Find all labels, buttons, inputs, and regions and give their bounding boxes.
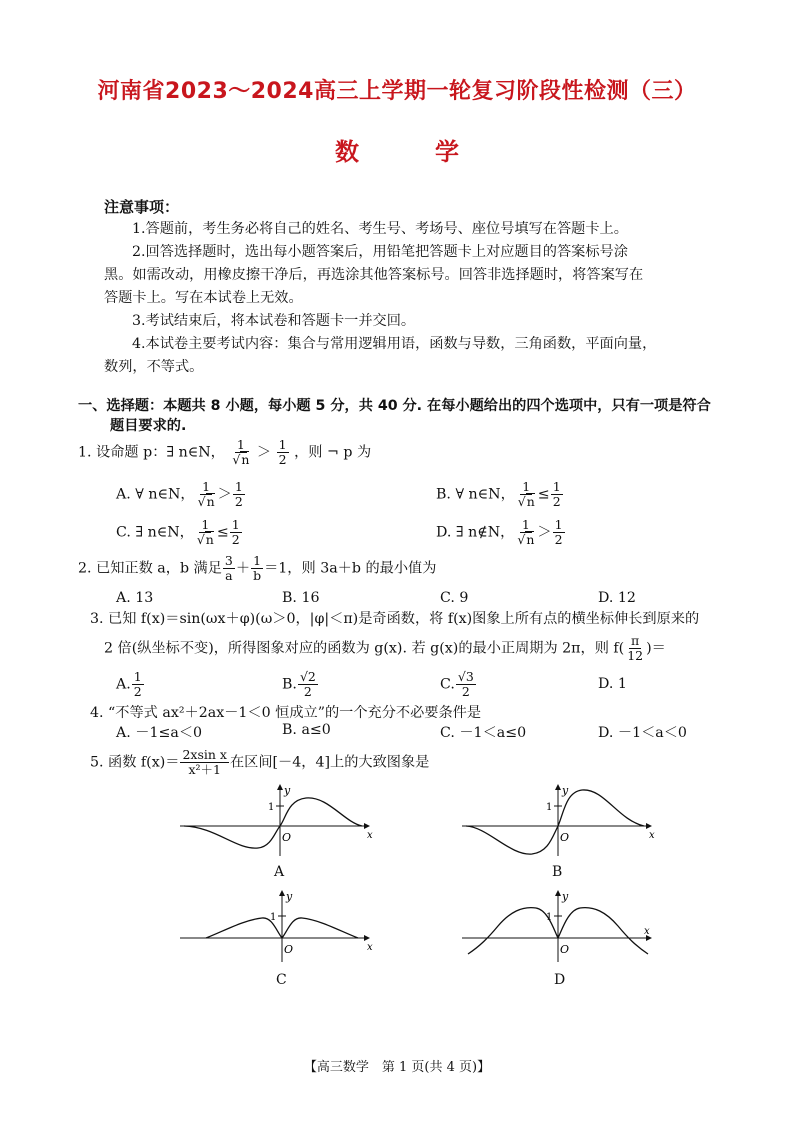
question-3-line-1: 3. 已知 f(x)＝sin(ωx＋φ)(ω＞0，|φ|＜π)是奇函数，将 f(x)图象上所有点的横坐标伸长到原来的 [90, 611, 700, 627]
section-line-2: 题目要求的. [110, 418, 187, 434]
q2-text-b: ＝1，则 3a＋b 的最小值为 [264, 560, 437, 577]
exam-title: 河南省2023～2024高三上学期一轮复习阶段性检测（三） [97, 79, 697, 104]
q1-a-rel: ＞ [217, 486, 232, 503]
graph-d-origin: O [560, 943, 570, 956]
q3-c-pre: C. [440, 676, 455, 693]
q1-c-pre: C. ∃ n∈N， [116, 524, 194, 541]
graph-c-label[interactable]: C [276, 972, 287, 988]
graph-b-one: 1 [546, 802, 553, 813]
notice-line-3: 黑。如需改动，用橡皮擦干净后，再选涂其他答案标号。回答非选择题时，将答案写在 [104, 267, 644, 283]
q1-frac-num: 1 [236, 437, 245, 452]
graph-a-y-arrow [277, 784, 283, 790]
q3-option-c[interactable] [440, 670, 477, 699]
subject-title [0, 132, 794, 167]
q1-a-frac-2 [233, 480, 245, 509]
q1-text-b: ＞ [256, 444, 272, 461]
q3-b-pre: B. [282, 676, 297, 693]
q1-a-frac: $\frac{1}{√n}$ [197, 479, 215, 509]
notice-heading: 注意事项： [104, 198, 180, 216]
q3-a-frac [132, 670, 144, 699]
graph-d-y-label: y [562, 890, 569, 903]
q5-frac [180, 748, 229, 777]
graph-b[interactable] [458, 778, 658, 858]
graph-c-y-label: y [286, 890, 293, 903]
q1-frac-right [277, 438, 289, 467]
question-5-stem [90, 748, 429, 777]
q1-d-frac-2 [553, 518, 565, 547]
q1-d-frac: $\frac{1}{√n}$ [517, 517, 535, 547]
q3-pi-frac [625, 634, 645, 663]
q5-num: 2xsin x [182, 747, 227, 762]
q4-option-c[interactable]: C. －1＜a≤0 [440, 725, 527, 741]
q1-d-num-2: 1 [554, 517, 563, 532]
q1-b-den: n [526, 494, 535, 509]
notice-line-5: 3.考试结束后，将本试卷和答题卡一并交回。 [132, 313, 416, 329]
graph-b-y-label: y [562, 784, 569, 797]
q1-text-a: 1. 设命题 p：∃ n∈N， [78, 444, 225, 461]
q1-b-pre: B. ∀ n∈N， [436, 486, 515, 503]
q3-c-frac [456, 670, 476, 699]
graph-a[interactable] [176, 778, 376, 858]
graph-b-x-label: x [649, 830, 655, 841]
graph-c-y-arrow [279, 890, 285, 896]
graph-a-x-arrow [364, 823, 370, 829]
q1-c-num-2: 1 [231, 517, 240, 532]
q1-b-num-2: 1 [552, 479, 561, 494]
graph-b-curve [466, 790, 644, 854]
q1-b-frac-2 [551, 480, 563, 509]
q5-text-a: 5. 函数 f(x)＝ [90, 754, 180, 771]
graph-a-origin: O [282, 831, 292, 844]
graph-b-x-arrow [646, 823, 652, 829]
q3-text-a: 2 倍(纵坐标不变)，所得图象对应的函数为 g(x). 若 g(x)的最小正周期为 2π，则 f( [104, 640, 625, 657]
q1-a-den: n [206, 494, 215, 509]
q1-a-pre: A. ∀ n∈N， [116, 486, 195, 503]
q1-a-num: 1 [202, 479, 211, 494]
q1-d-den-2: 2 [554, 532, 563, 547]
q1-c-frac: $\frac{1}{√n}$ [196, 517, 214, 547]
q3-pi: π [631, 633, 640, 648]
q3-c-num: √3 [457, 669, 474, 684]
q2-text-a: 2. 已知正数 a，b 满足 [78, 560, 222, 577]
notice-line-1: 1.答题前，考生务必将自己的姓名、考生号、考场号、座位号填写在答题卡上。 [132, 221, 628, 237]
q1-frac-left: $\frac{1}{√n}$ [232, 437, 250, 467]
q4-option-a[interactable]: A. －1≤a＜0 [116, 725, 203, 741]
q1-d-den: n [526, 532, 535, 547]
section-line-1: 一、选择题：本题共 8 小题，每小题 5 分，共 40 分. 在每小题给出的四个选项中，只有一项是符合 [78, 398, 711, 414]
q2-option-a[interactable]: A. 13 [116, 590, 154, 606]
q1-d-num: 1 [521, 517, 530, 532]
q1-d-pre: D. ∃ n∉N， [436, 524, 515, 541]
q1-c-den-2: 2 [231, 532, 240, 547]
subject-char-1: 数 [335, 138, 359, 166]
q3-option-d[interactable]: D. 1 [598, 676, 627, 692]
page-footer: 【高三数学 第 1 页(共 4 页)】 [303, 1060, 491, 1075]
q3-a-pre: A. [116, 676, 131, 693]
q2-plus: ＋ [235, 560, 251, 577]
graph-a-label[interactable]: A [274, 864, 285, 880]
q1-option-a[interactable] [116, 480, 246, 509]
graph-c-x-arrow [364, 935, 370, 941]
q1-a-den-2: 2 [234, 494, 243, 509]
q1-c-frac-2 [230, 518, 242, 547]
q1-d-rel: ＞ [537, 524, 552, 541]
q3-a-den: 2 [133, 684, 142, 699]
q1-c-rel: ≤ [216, 524, 229, 541]
notice-line-4: 答题卡上。写在本试卷上无效。 [104, 290, 303, 306]
q1-b-frac: $\frac{1}{√n}$ [517, 479, 535, 509]
question-1-stem [78, 438, 371, 467]
notice-line-6: 4.本试卷主要考试内容：集合与常用逻辑用语，函数与导数，三角函数，平面向量， [132, 336, 657, 352]
graph-d-label[interactable]: D [554, 972, 566, 988]
q1-frac-num-2: 1 [278, 437, 287, 452]
q2-option-c[interactable]: C. 9 [440, 590, 469, 606]
q4-option-b[interactable]: B. a≤0 [282, 722, 331, 738]
graph-c-x-label: x [367, 942, 373, 953]
graph-c[interactable] [176, 884, 376, 964]
subject-char-2: 学 [435, 138, 459, 166]
section-heading [78, 396, 738, 436]
q1-option-d[interactable] [436, 518, 566, 547]
q2-option-d[interactable]: D. 12 [598, 590, 636, 606]
q5-text-b: 在区间[－4，4]上的大致图象是 [229, 754, 430, 771]
q3-c-den: 2 [461, 684, 470, 699]
graph-b-origin: O [560, 831, 570, 844]
q1-b-num: 1 [522, 479, 531, 494]
q2-option-b[interactable]: B. 16 [282, 590, 320, 606]
graph-a-one: 1 [268, 802, 275, 813]
graph-d[interactable] [458, 884, 658, 964]
graph-d-x-label: x [644, 926, 650, 937]
q3-option-a[interactable] [116, 670, 145, 699]
q1-frac-den-2: 2 [278, 452, 287, 467]
graph-b-y-arrow [555, 784, 561, 790]
q3-b-num: √2 [299, 669, 316, 684]
q1-a-num-2: 1 [234, 479, 243, 494]
q1-c-den: n [205, 532, 214, 547]
graph-d-one: 1 [546, 912, 553, 923]
q3-text-b: )＝ [646, 640, 666, 657]
q1-option-b[interactable] [436, 480, 564, 509]
graph-a-x-label: x [367, 830, 373, 841]
graph-c-one: 1 [270, 912, 277, 923]
q2-frac-2 [251, 554, 263, 583]
q1-text-c: ，则 ¬ p 为 [294, 444, 372, 461]
q2-f1-den: a [225, 568, 233, 583]
graph-c-origin: O [284, 943, 294, 956]
graph-b-label[interactable]: B [552, 864, 563, 880]
notice-line-2: 2.回答选择题时，选出每小题答案后，用铅笔把答题卡上对应题目的答案标号涂 [132, 244, 628, 260]
q2-f2-den: b [253, 568, 262, 583]
graph-d-y-arrow [555, 890, 561, 896]
q2-frac-1 [223, 554, 235, 583]
q3-b-frac [298, 670, 318, 699]
q2-f2-num: 1 [253, 553, 262, 568]
notice-line-7: 数列，不等式。 [104, 359, 204, 375]
q1-c-num: 1 [201, 517, 210, 532]
q1-b-den-2: 2 [552, 494, 561, 509]
q3-twelve: 12 [627, 648, 644, 663]
q4-option-d[interactable]: D. －1＜a＜0 [598, 725, 687, 741]
q1-frac-den: n [241, 452, 250, 467]
q3-a-num: 1 [133, 669, 142, 684]
q5-den: x²＋1 [188, 762, 221, 777]
q1-option-c[interactable] [116, 518, 243, 547]
graph-a-y-label: y [284, 784, 291, 797]
question-4-stem: 4. “不等式 ax²＋2ax－1＜0 恒成立”的一个充分不必要条件是 [90, 705, 482, 721]
q2-f1-num: 3 [224, 553, 233, 568]
q3-b-den: 2 [303, 684, 312, 699]
q3-option-b[interactable] [282, 670, 319, 699]
question-3-line-2 [104, 634, 666, 663]
question-2-stem [78, 554, 436, 583]
q1-b-rel: ≤ [537, 486, 550, 503]
